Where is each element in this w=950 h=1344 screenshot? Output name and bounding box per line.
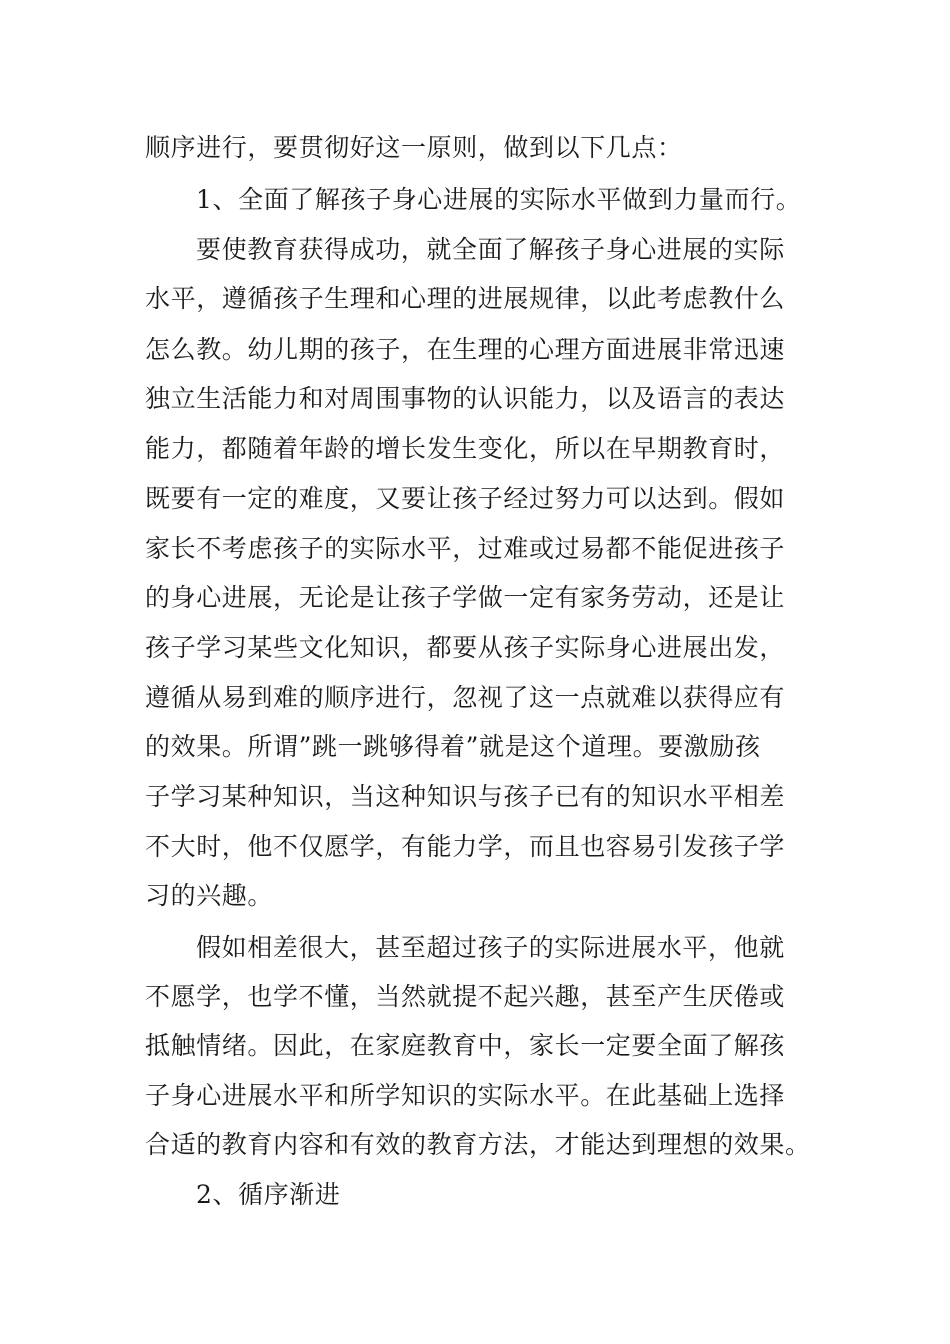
list-item-heading: 2、循序渐进 <box>196 1180 341 1209</box>
paragraph-line: 子身心进展水平和所学知识的实际水平。在此基础上选择 <box>145 1081 786 1110</box>
paragraph-line: 抵触情绪。因此，在家庭教育中，家长一定要全面了解孩 <box>145 1031 786 1060</box>
paragraph-line: 的身心进展，无论是让孩子学做一定有家务劳动，还是让 <box>145 583 786 612</box>
paragraph-line: 家长不考虑孩子的实际水平，过难或过易都不能促进孩子 <box>145 534 786 563</box>
paragraph-line: 不大时，他不仅愿学，有能力学，而且也容易引发孩子学 <box>145 832 786 861</box>
paragraph-line: 怎么教。幼儿期的孩子，在生理的心理方面进展非常迅速 <box>145 335 786 364</box>
text-line: 顺序进行，要贯彻好这一原则，做到以下几点： <box>145 133 683 162</box>
paragraph-line: 孩子学习某些文化知识，都要从孩子实际身心进展出发， <box>145 633 786 662</box>
paragraph-line: 的效果。所谓”跳一跳够得着”就是这个道理。要激励孩 <box>145 732 761 761</box>
paragraph-line: 习的兴趣。 <box>145 881 274 910</box>
list-item-heading: 1、全面了解孩子身心进展的实际水平做到力量而行。 <box>196 185 802 214</box>
paragraph-line: 子学习某种知识，当这种知识与孩子已有的知识水平相差 <box>145 782 786 811</box>
paragraph-line: 要使教育获得成功，就全面了解孩子身心进展的实际 <box>196 235 785 264</box>
paragraph-line: 不愿学，也学不懂，当然就提不起兴趣，甚至产生厌倦或 <box>145 982 786 1011</box>
paragraph-line: 既要有一定的难度，又要让孩子经过努力可以达到。假如 <box>145 484 786 513</box>
paragraph-line: 遵循从易到难的顺序进行，忽视了这一点就难以获得应有 <box>145 683 786 712</box>
paragraph-line: 假如相差很大，甚至超过孩子的实际进展水平，他就 <box>196 933 785 962</box>
paragraph-line: 水平，遵循孩子生理和心理的进展规律，以此考虑教什么 <box>145 284 786 313</box>
paragraph-line: 合适的教育内容和有效的教育方法，才能达到理想的效果。 <box>145 1130 811 1159</box>
paragraph-line: 能力，都随着年龄的增长发生变化，所以在早期教育时， <box>145 434 786 463</box>
paragraph-line: 独立生活能力和对周围事物的认识能力，以及语言的表达 <box>145 384 786 413</box>
